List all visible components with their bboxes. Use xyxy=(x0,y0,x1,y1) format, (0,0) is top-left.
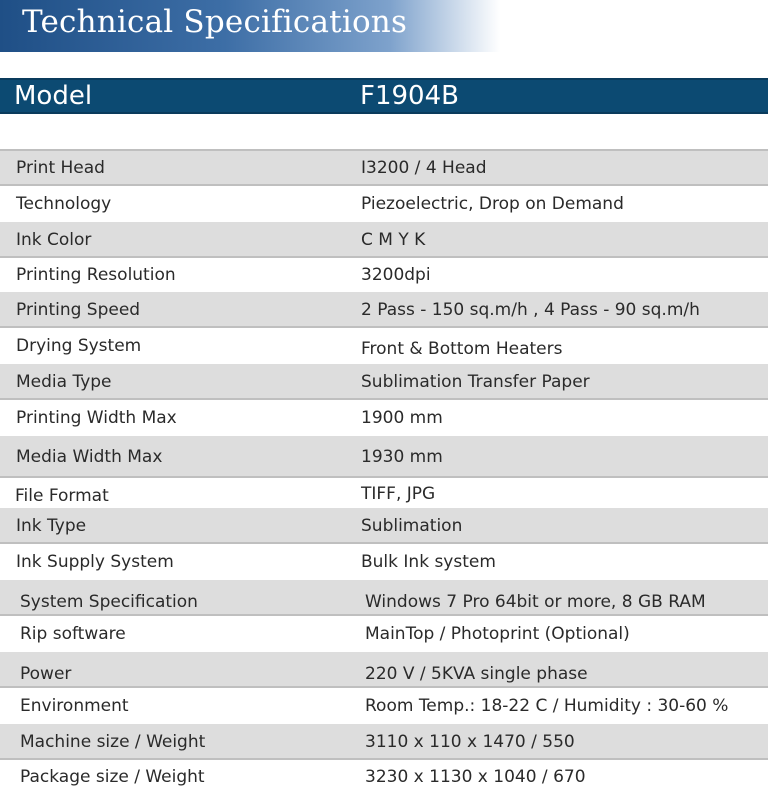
spec-label: Rip software xyxy=(20,624,126,644)
spec-row-printing-speed xyxy=(0,292,768,328)
title-banner xyxy=(0,0,500,52)
spec-label: Media Type xyxy=(16,372,112,392)
spec-row-ink-supply-system xyxy=(0,544,768,580)
model-value: F1904B xyxy=(360,81,459,111)
spec-label: Media Width Max xyxy=(16,447,163,467)
spec-value: TIFF, JPG xyxy=(361,484,436,504)
spec-row-environment xyxy=(0,688,768,724)
spec-value: MainTop / Photoprint (Optional) xyxy=(365,624,630,644)
spec-row-package-size xyxy=(0,760,768,794)
spec-label: Ink Color xyxy=(16,230,92,250)
spec-label: Package size / Weight xyxy=(20,767,205,787)
spec-value: Windows 7 Pro 64bit or more, 8 GB RAM xyxy=(365,592,706,612)
spec-row-ink-type xyxy=(0,508,768,544)
spec-row-printing-resolution xyxy=(0,258,768,292)
spec-row-ink-color xyxy=(0,222,768,258)
spec-value: Sublimation xyxy=(361,516,463,536)
spec-row-machine-size xyxy=(0,724,768,760)
spec-row-media-type xyxy=(0,364,768,400)
spec-row-printing-width-max xyxy=(0,400,768,436)
spec-label: Printing Speed xyxy=(16,300,141,320)
spec-row-print-head xyxy=(0,149,768,186)
spec-label: Printing Resolution xyxy=(16,265,176,285)
model-bar xyxy=(0,78,768,114)
spec-label: Printing Width Max xyxy=(16,408,177,428)
page-title: Technical Specifications xyxy=(22,4,408,40)
spec-value: 1900 mm xyxy=(361,408,443,428)
spec-label: System Specification xyxy=(20,592,198,612)
spec-label: Machine size / Weight xyxy=(20,732,206,752)
spec-row-drying-system xyxy=(0,328,768,364)
spec-label: Drying System xyxy=(16,336,142,356)
spec-label: Environment xyxy=(20,696,129,716)
spec-value: Front & Bottom Heaters xyxy=(361,339,563,359)
spec-value: 3110 x 110 x 1470 / 550 xyxy=(365,732,575,752)
model-label: Model xyxy=(14,81,93,111)
spec-row-power xyxy=(0,652,768,688)
spec-value: Bulk Ink system xyxy=(361,552,496,572)
spec-value: 1930 mm xyxy=(361,447,443,467)
spec-value: Piezoelectric, Drop on Demand xyxy=(361,194,624,214)
spec-label: Technology xyxy=(16,194,112,214)
spec-value: 2 Pass - 150 sq.m/h , 4 Pass - 90 sq.m/h xyxy=(361,300,700,320)
spec-row-technology xyxy=(0,186,768,222)
spec-value: C M Y K xyxy=(361,230,426,250)
spec-row-file-format xyxy=(0,478,768,508)
spec-label: Ink Supply System xyxy=(16,552,174,572)
spec-label: Ink Type xyxy=(16,516,87,536)
spec-value: 3230 x 1130 x 1040 / 670 xyxy=(365,767,586,787)
spec-row-system-specification xyxy=(0,580,768,616)
spec-row-rip-software xyxy=(0,616,768,652)
spec-value: Room Temp.: 18-22 C / Humidity : 30-60 % xyxy=(365,696,729,716)
spec-label: File Format xyxy=(15,486,109,506)
spec-value: I3200 / 4 Head xyxy=(361,157,487,178)
spec-label: Print Head xyxy=(16,157,105,178)
spec-label: Power xyxy=(20,664,72,684)
spec-value: 220 V / 5KVA single phase xyxy=(365,664,588,684)
spec-row-media-width-max xyxy=(0,436,768,478)
spec-value: Sublimation Transfer Paper xyxy=(361,372,590,392)
spec-value: 3200dpi xyxy=(361,265,431,285)
